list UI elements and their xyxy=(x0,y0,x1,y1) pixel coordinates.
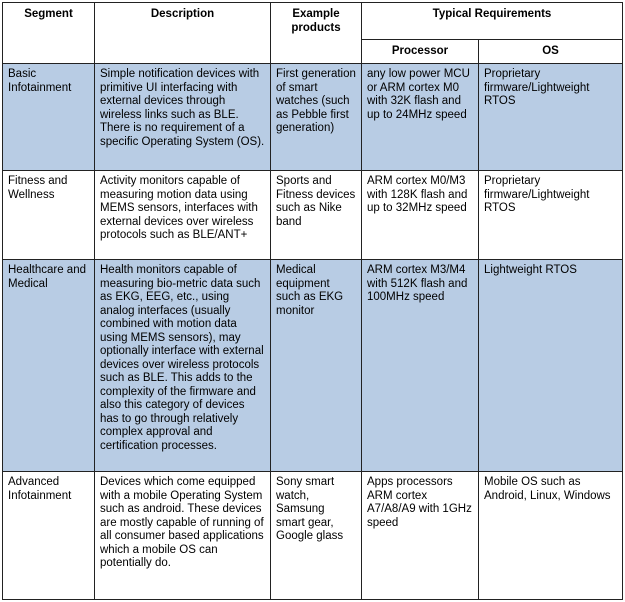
header-typical-requirements: Typical Requirements xyxy=(362,3,623,40)
segment-cell: Advanced Infotainment xyxy=(3,472,95,600)
table-row xyxy=(3,171,623,260)
description-cell: Activity monitors capable of measuring motion data using MEMS sensors, interfaces with external devices over wireless protocols such as BLE/ANT+ xyxy=(95,171,271,260)
segment-cell: Basic Infotainment xyxy=(3,64,95,171)
table-row xyxy=(3,260,623,472)
products-cell: First generation of smart watches (such as Pebble first generation) xyxy=(271,64,362,171)
os-cell: Proprietary firmware/Lightweight RTOS xyxy=(479,171,623,260)
os-cell: Mobile OS such as Android, Linux, Windows xyxy=(479,472,623,600)
segment-cell: Fitness and Wellness xyxy=(3,171,95,260)
description-cell: Devices which come equipped with a mobile Operating System such as android. These devices are mostly capable of running of all consumer based applications which a mobile OS can potentially do. xyxy=(95,472,271,600)
header-description: Description xyxy=(95,3,271,64)
header-processor: Processor xyxy=(362,40,479,64)
processor-cell: any low power MCU or ARM cortex M0 with 32K flash and up to 24MHz speed xyxy=(362,64,479,171)
segment-cell: Healthcare and Medical xyxy=(3,260,95,472)
header-row xyxy=(3,3,623,40)
header-segment: Segment xyxy=(3,3,95,64)
products-cell: Sony smart watch, Samsung smart gear, Google glass xyxy=(271,472,362,600)
products-cell: Medical equipment such as EKG monitor xyxy=(271,260,362,472)
header-example-products: Example products xyxy=(271,3,362,64)
os-cell: Proprietary firmware/Lightweight RTOS xyxy=(479,64,623,171)
processor-cell: ARM cortex M3/M4 with 512K flash and 100MHz speed xyxy=(362,260,479,472)
products-cell: Sports and Fitness devices such as Nike band xyxy=(271,171,362,260)
description-cell: Simple notification devices with primitive UI interfacing with external devices through wireless links such as BLE. There is no requirement of a specific Operating System (OS). xyxy=(95,64,271,171)
os-cell: Lightweight RTOS xyxy=(479,260,623,472)
table-row xyxy=(3,64,623,171)
processor-cell: Apps processors ARM cortex A7/A8/A9 with 1GHz speed xyxy=(362,472,479,600)
requirements-table xyxy=(2,2,623,600)
description-cell: Health monitors capable of measuring bio-metric data such as EKG, EEG, etc., using analog interfaces (usually combined with motion data using MEMS sensors), may optionally interface with external devices over wireless protocols such as BLE. This adds to the complexity of the firmware and also this category of devices has to go through relatively complex approval and certification processes. xyxy=(95,260,271,472)
header-os: OS xyxy=(479,40,623,64)
table-row xyxy=(3,472,623,600)
processor-cell: ARM cortex M0/M3 with 128K flash and up to 32MHz speed xyxy=(362,171,479,260)
